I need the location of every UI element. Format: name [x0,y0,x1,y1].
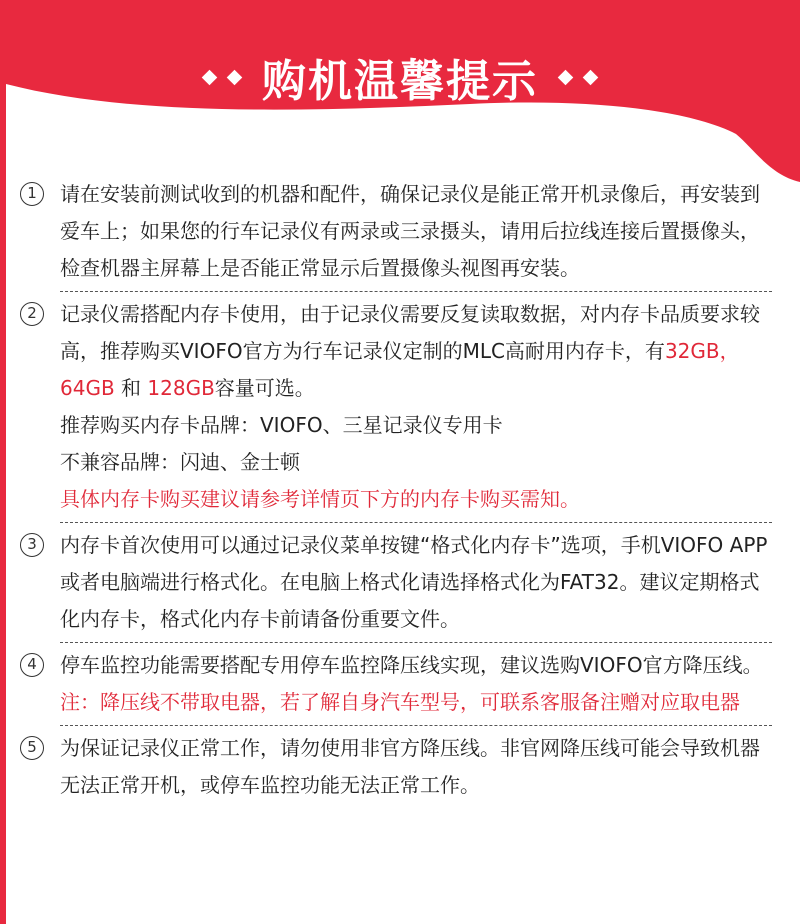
dashed-divider [60,522,772,523]
tip-5-text: 为保证记录仪正常工作，请勿使用非官方降压线。非官网降压线可能会导致机器无法正常开机，或停车监控功能无法正常工作。 [60,736,760,797]
circled-number-3-icon: 3 [20,533,44,557]
incompatible-brands: 不兼容品牌：闪迪、金士顿 [60,450,300,474]
dashed-divider [60,291,772,292]
dashed-divider [60,725,772,726]
tip-1-text: 请在安装前测试收到的机器和配件，确保记录仪是能正常开机录像后，再安装到爱车上；如果您的行车记录仪有两录或三录摄头，请用后拉线连接后置摄像头，检查机器主屏幕上是否能正常显示后置摄像头视图再安装。 [60,182,760,280]
capacity-64gb: 64GB [60,376,115,400]
capacity-128gb: 128GB [147,376,215,400]
tip-4-text: 停车监控功能需要搭配专用停车监控降压线实现，建议选购VIOFO官方降压线。 [60,653,763,677]
page-title: 购机温馨提示 [262,56,538,107]
left-diamonds-icon [204,72,240,83]
tip-item-2 [16,296,776,518]
circled-number-5-icon: 5 [20,736,44,760]
capacity-32gb: 32GB [664,339,720,363]
memory-card-note: 具体内存卡购买建议请参考详情页下方的内存卡购买需知。 [60,487,580,511]
tip-item-3 [16,527,776,638]
capacity-and: 和 [114,376,148,400]
tip-2-text-tail: 容量可选。 [214,376,315,400]
hardwire-note: 注：降压线不带取电器，若了解自身汽车型号，可联系客服备注赠对应取电器 [60,690,740,714]
circled-number-2-icon: 2 [20,302,44,326]
circled-number-4-icon: 4 [20,653,44,677]
header [0,42,800,112]
tip-item-5 [16,730,776,804]
tip-2-text [60,296,776,407]
tip-3-text: 内存卡首次使用可以通过记录仪菜单按键“格式化内存卡”选项，手机VIOFO APP或者电脑端进行格式化。在电脑上格式化请选择格式化为FAT32。建议定期格式化内存卡，格式化内存卡前请备份重要文件。 [60,533,768,631]
tip-item-1 [16,176,776,287]
right-diamonds-icon [560,72,596,83]
capacity-comma: ， [719,339,740,363]
recommended-brands: 推荐购买内存卡品牌：VIOFO、三星记录仪专用卡 [60,413,503,437]
circled-number-1-icon: 1 [20,182,44,206]
dashed-divider [60,642,772,643]
tip-item-4 [16,647,776,721]
tips-list [16,176,776,804]
tip-2-text-main: 记录仪需搭配内存卡使用，由于记录仪需要反复读取数据，对内存卡品质要求较高，推荐购买VIOFO官方为行车记录仪定制的MLC高耐用内存卡，有 [60,302,760,363]
